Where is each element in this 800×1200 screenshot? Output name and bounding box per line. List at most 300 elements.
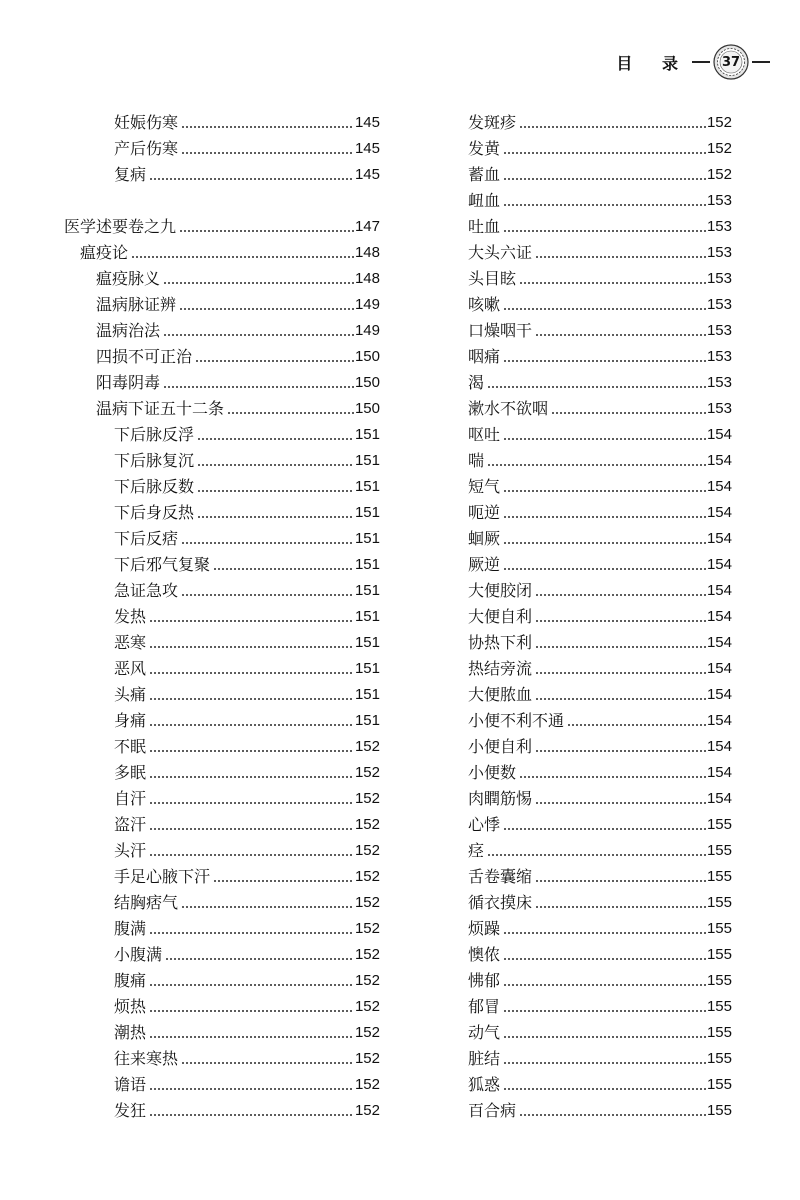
toc-entry[interactable]	[0, 578, 380, 604]
leader-dots	[519, 110, 706, 136]
leader-dots	[487, 370, 706, 396]
entry-page: 154	[706, 426, 732, 443]
toc-entry[interactable]	[468, 266, 732, 292]
toc-entry[interactable]	[468, 734, 732, 760]
toc-entry[interactable]	[468, 526, 732, 552]
toc-entry[interactable]	[0, 552, 380, 578]
toc-entry[interactable]	[0, 656, 380, 682]
leader-dots	[535, 318, 706, 344]
leader-dots	[149, 656, 354, 682]
entry-label: 咽痛	[468, 347, 501, 366]
entry-page: 154	[706, 582, 732, 599]
entry-label: 烦躁	[468, 919, 501, 938]
entry-page: 152	[354, 868, 380, 885]
leader-dots	[213, 552, 354, 578]
entry-page: 150	[354, 348, 380, 365]
entry-label: 不眠	[114, 737, 147, 756]
toc-entry[interactable]	[468, 656, 732, 682]
toc-section-entry[interactable]	[0, 240, 380, 266]
leader-dots	[163, 266, 354, 292]
leader-dots	[195, 344, 354, 370]
leader-dots	[181, 1046, 354, 1072]
entry-page: 152	[354, 816, 380, 833]
leader-dots	[163, 318, 354, 344]
entry-label: 发热	[114, 607, 147, 626]
leader-dots	[503, 344, 706, 370]
entry-label: 潮热	[114, 1023, 147, 1042]
toc-right-column	[468, 110, 732, 1124]
leader-dots	[503, 812, 706, 838]
entry-page: 147	[354, 218, 380, 235]
leader-dots	[149, 162, 354, 188]
entry-label: 蓄血	[468, 165, 501, 184]
toc-entry[interactable]	[0, 422, 380, 448]
toc-entry[interactable]	[468, 448, 732, 474]
leader-dots	[503, 1072, 706, 1098]
leader-dots	[181, 526, 354, 552]
toc-entry[interactable]	[0, 136, 380, 162]
entry-page: 154	[706, 530, 732, 547]
leader-dots	[213, 864, 354, 890]
toc-entry[interactable]	[468, 1020, 732, 1046]
leader-dots	[197, 422, 354, 448]
entry-label: 瘟疫脉义	[96, 269, 161, 288]
toc-entry[interactable]	[0, 786, 380, 812]
leader-dots	[149, 1098, 354, 1124]
toc-entry[interactable]	[468, 500, 732, 526]
leader-dots	[487, 448, 706, 474]
entry-label: 头目眩	[468, 269, 517, 288]
toc-entry[interactable]	[468, 292, 732, 318]
entry-label: 渴	[468, 373, 485, 392]
toc-entry[interactable]	[468, 968, 732, 994]
toc-entry[interactable]	[0, 838, 380, 864]
toc-chapter-entry[interactable]	[0, 214, 380, 240]
entry-label: 发斑疹	[468, 113, 517, 132]
leader-dots	[503, 526, 706, 552]
entry-label: 狐惑	[468, 1075, 501, 1094]
entry-page: 151	[354, 426, 380, 443]
entry-page: 154	[706, 790, 732, 807]
entry-label: 蛔厥	[468, 529, 501, 548]
leader-dots	[181, 110, 354, 136]
entry-page: 151	[354, 452, 380, 469]
toc-entry[interactable]	[468, 474, 732, 500]
leader-dots	[181, 578, 354, 604]
leader-dots	[149, 968, 354, 994]
header-rule-left	[692, 61, 710, 63]
toc-entry[interactable]	[0, 812, 380, 838]
entry-label: 脏结	[468, 1049, 501, 1068]
leader-dots	[179, 292, 354, 318]
entry-label: 协热下利	[468, 633, 533, 652]
toc-entry[interactable]	[468, 422, 732, 448]
leader-dots	[519, 760, 706, 786]
leader-dots	[503, 552, 706, 578]
leader-dots	[149, 682, 354, 708]
entry-label: 大便胶闭	[468, 581, 533, 600]
leader-dots	[149, 812, 354, 838]
toc-entry[interactable]	[0, 500, 380, 526]
entry-page: 151	[354, 660, 380, 677]
entry-label: 肉瞤筋惕	[468, 789, 533, 808]
leader-dots	[519, 266, 706, 292]
toc-entry[interactable]	[468, 1072, 732, 1098]
leader-dots	[165, 942, 354, 968]
leader-dots	[149, 1072, 354, 1098]
entry-page: 152	[354, 764, 380, 781]
entry-page: 154	[706, 712, 732, 729]
toc-entry[interactable]	[468, 604, 732, 630]
entry-label: 自汗	[114, 789, 147, 808]
entry-label: 产后伤寒	[114, 139, 179, 158]
toc-entry[interactable]	[468, 812, 732, 838]
entry-label: 身痛	[114, 711, 147, 730]
toc-entry[interactable]	[0, 1098, 380, 1124]
leader-dots	[197, 500, 354, 526]
entry-label: 吐血	[468, 217, 501, 236]
entry-page: 154	[706, 660, 732, 677]
toc-entry[interactable]	[0, 708, 380, 734]
leader-dots	[535, 630, 706, 656]
toc-entry[interactable]	[0, 396, 380, 422]
toc-entry[interactable]	[468, 630, 732, 656]
toc-entry[interactable]	[468, 578, 732, 604]
entry-page: 145	[354, 114, 380, 131]
entry-page: 155	[706, 1076, 732, 1093]
toc-entry[interactable]	[468, 890, 732, 916]
entry-page: 149	[354, 296, 380, 313]
entry-label: 咳嗽	[468, 295, 501, 314]
toc-entry[interactable]	[468, 942, 732, 968]
toc-left-column	[0, 110, 380, 1124]
entry-page: 154	[706, 764, 732, 781]
entry-page: 151	[354, 504, 380, 521]
entry-page: 151	[354, 686, 380, 703]
toc-entry[interactable]	[468, 760, 732, 786]
entry-page: 155	[706, 816, 732, 833]
entry-label: 瘟疫论	[80, 243, 129, 262]
entry-page: 155	[706, 1102, 732, 1119]
entry-page: 152	[706, 114, 732, 131]
entry-label: 下后身反热	[114, 503, 195, 522]
leader-dots	[503, 162, 706, 188]
entry-label: 恶寒	[114, 633, 147, 652]
entry-page: 155	[706, 894, 732, 911]
leader-dots	[197, 474, 354, 500]
toc-entry[interactable]	[0, 968, 380, 994]
leader-dots	[149, 786, 354, 812]
leader-dots	[567, 708, 706, 734]
leader-dots	[503, 422, 706, 448]
entry-label: 舌卷囊缩	[468, 867, 533, 886]
entry-page: 154	[706, 478, 732, 495]
toc-entry[interactable]	[0, 942, 380, 968]
entry-label: 头汗	[114, 841, 147, 860]
page-title: 目 录	[616, 53, 690, 73]
entry-label: 手足心腋下汗	[114, 867, 211, 886]
entry-page: 152	[354, 998, 380, 1015]
entry-page: 155	[706, 1024, 732, 1041]
entry-page: 153	[706, 400, 732, 417]
section-gap	[0, 188, 380, 214]
leader-dots	[535, 240, 706, 266]
toc-entry[interactable]	[0, 760, 380, 786]
toc-entry[interactable]	[468, 864, 732, 890]
leader-dots	[487, 838, 706, 864]
entry-label: 下后反痞	[114, 529, 179, 548]
entry-label: 厥逆	[468, 555, 501, 574]
entry-label: 烦热	[114, 997, 147, 1016]
entry-page: 154	[706, 608, 732, 625]
leader-dots	[503, 1020, 706, 1046]
entry-label: 大便脓血	[468, 685, 533, 704]
toc-entry[interactable]	[468, 214, 732, 240]
entry-page: 145	[354, 166, 380, 183]
leader-dots	[535, 682, 706, 708]
leader-dots	[535, 578, 706, 604]
entry-label: 漱水不欲咽	[468, 399, 549, 418]
toc-entry[interactable]	[0, 994, 380, 1020]
leader-dots	[149, 734, 354, 760]
entry-label: 百合病	[468, 1101, 517, 1120]
entry-label: 结胸痞气	[114, 893, 179, 912]
leader-dots	[503, 214, 706, 240]
leader-dots	[163, 370, 354, 396]
entry-page: 152	[354, 842, 380, 859]
entry-page: 152	[354, 738, 380, 755]
toc-entry[interactable]	[0, 630, 380, 656]
toc-entry[interactable]	[0, 1046, 380, 1072]
entry-page: 155	[706, 946, 732, 963]
entry-label: 衄血	[468, 191, 501, 210]
entry-page: 154	[706, 634, 732, 651]
toc-entry[interactable]	[468, 916, 732, 942]
entry-label: 发狂	[114, 1101, 147, 1120]
toc-entry[interactable]	[0, 864, 380, 890]
entry-page: 155	[706, 868, 732, 885]
toc-entry[interactable]	[468, 162, 732, 188]
entry-label: 痉	[468, 841, 485, 860]
entry-label: 腹痛	[114, 971, 147, 990]
entry-page: 148	[354, 244, 380, 261]
entry-label: 大头六证	[468, 243, 533, 262]
entry-label: 小便不利不通	[468, 711, 565, 730]
entry-label: 发黄	[468, 139, 501, 158]
leader-dots	[503, 942, 706, 968]
toc-entry[interactable]	[0, 890, 380, 916]
toc-entry[interactable]	[468, 370, 732, 396]
entry-page: 152	[354, 946, 380, 963]
entry-page: 153	[706, 270, 732, 287]
toc-entry[interactable]	[468, 786, 732, 812]
entry-page: 155	[706, 1050, 732, 1067]
page-header	[616, 44, 770, 80]
leader-dots	[551, 396, 706, 422]
toc-entry[interactable]	[468, 1046, 732, 1072]
leader-dots	[149, 916, 354, 942]
entry-label: 阳毒阴毒	[96, 373, 161, 392]
toc-entry[interactable]	[468, 240, 732, 266]
leader-dots	[181, 136, 354, 162]
leader-dots	[535, 604, 706, 630]
entry-label: 四损不可正治	[96, 347, 193, 366]
entry-label: 恶风	[114, 659, 147, 678]
toc-entry[interactable]	[0, 266, 380, 292]
toc-entry[interactable]	[468, 1098, 732, 1124]
entry-label: 呕吐	[468, 425, 501, 444]
entry-label: 口燥咽干	[468, 321, 533, 340]
toc-entry[interactable]	[468, 708, 732, 734]
leader-dots	[149, 994, 354, 1020]
toc-entry[interactable]	[0, 344, 380, 370]
entry-page: 152	[354, 894, 380, 911]
toc-entry[interactable]	[0, 1072, 380, 1098]
toc-entry[interactable]	[0, 474, 380, 500]
entry-page: 150	[354, 400, 380, 417]
entry-label: 大便自利	[468, 607, 533, 626]
toc-entry[interactable]	[468, 682, 732, 708]
entry-page: 151	[354, 712, 380, 729]
entry-page: 153	[706, 374, 732, 391]
entry-label: 复病	[114, 165, 147, 184]
leader-dots	[503, 188, 706, 214]
entry-page: 151	[354, 530, 380, 547]
toc-entry[interactable]	[0, 682, 380, 708]
leader-dots	[519, 1098, 706, 1124]
entry-page: 148	[354, 270, 380, 287]
entry-page: 152	[354, 1024, 380, 1041]
entry-page: 153	[706, 322, 732, 339]
entry-label: 下后脉复沉	[114, 451, 195, 470]
entry-label: 小腹满	[114, 945, 163, 964]
toc-entry[interactable]	[0, 162, 380, 188]
toc-entry[interactable]	[468, 994, 732, 1020]
entry-page: 149	[354, 322, 380, 339]
toc-entry[interactable]	[0, 448, 380, 474]
entry-page: 154	[706, 686, 732, 703]
entry-page: 155	[706, 842, 732, 859]
entry-label: 循衣摸床	[468, 893, 533, 912]
entry-page: 155	[706, 998, 732, 1015]
header-rule-right	[752, 61, 770, 63]
entry-page: 152	[354, 972, 380, 989]
entry-page: 155	[706, 972, 732, 989]
leader-dots	[535, 656, 706, 682]
page-number-badge	[713, 44, 749, 80]
toc-entry[interactable]	[468, 110, 732, 136]
leader-dots	[179, 214, 354, 240]
leader-dots	[227, 396, 354, 422]
leader-dots	[535, 890, 706, 916]
toc-entry[interactable]	[468, 136, 732, 162]
leader-dots	[149, 838, 354, 864]
entry-label: 盗汗	[114, 815, 147, 834]
toc-entry[interactable]	[0, 734, 380, 760]
toc-entry[interactable]	[468, 188, 732, 214]
entry-page: 151	[354, 608, 380, 625]
entry-label: 多眠	[114, 763, 147, 782]
entry-label: 郁冒	[468, 997, 501, 1016]
entry-page: 153	[706, 348, 732, 365]
entry-label: 动气	[468, 1023, 501, 1042]
leader-dots	[503, 136, 706, 162]
entry-page: 151	[354, 582, 380, 599]
entry-label: 温病脉证辨	[96, 295, 177, 314]
entry-label: 往来寒热	[114, 1049, 179, 1068]
entry-page: 151	[354, 478, 380, 495]
entry-label: 懊侬	[468, 945, 501, 964]
entry-label: 妊娠伤寒	[114, 113, 179, 132]
toc-entry[interactable]	[468, 552, 732, 578]
toc-entry[interactable]	[0, 110, 380, 136]
leader-dots	[535, 786, 706, 812]
entry-label: 下后脉反数	[114, 477, 195, 496]
leader-dots	[503, 994, 706, 1020]
leader-dots	[149, 760, 354, 786]
toc-entry[interactable]	[0, 916, 380, 942]
entry-label: 短气	[468, 477, 501, 496]
leader-dots	[197, 448, 354, 474]
entry-label: 急证急攻	[114, 581, 179, 600]
leader-dots	[503, 916, 706, 942]
entry-label: 温病治法	[96, 321, 161, 340]
entry-label: 下后邪气复聚	[114, 555, 211, 574]
entry-label: 怫郁	[468, 971, 501, 990]
entry-page: 151	[354, 556, 380, 573]
leader-dots	[131, 240, 354, 266]
toc-entry[interactable]	[0, 292, 380, 318]
toc-entry[interactable]	[468, 344, 732, 370]
toc-entry[interactable]	[468, 838, 732, 864]
page-number: 37	[721, 54, 741, 70]
entry-page: 152	[354, 920, 380, 937]
entry-label: 心悸	[468, 815, 501, 834]
leader-dots	[503, 292, 706, 318]
toc-entry[interactable]	[468, 318, 732, 344]
entry-page: 153	[706, 244, 732, 261]
leader-dots	[181, 890, 354, 916]
entry-page: 152	[706, 166, 732, 183]
leader-dots	[149, 708, 354, 734]
toc-entry[interactable]	[0, 604, 380, 630]
leader-dots	[535, 734, 706, 760]
entry-label: 小便数	[468, 763, 517, 782]
entry-page: 154	[706, 738, 732, 755]
entry-page: 155	[706, 920, 732, 937]
toc-entry[interactable]	[468, 396, 732, 422]
leader-dots	[149, 1020, 354, 1046]
toc-entry[interactable]	[0, 1020, 380, 1046]
leader-dots	[149, 630, 354, 656]
entry-page: 145	[354, 140, 380, 157]
entry-label: 头痛	[114, 685, 147, 704]
entry-page: 152	[354, 1102, 380, 1119]
toc-entry[interactable]	[0, 318, 380, 344]
entry-page: 153	[706, 296, 732, 313]
entry-page: 154	[706, 504, 732, 521]
toc-entry[interactable]	[0, 526, 380, 552]
entry-label: 呃逆	[468, 503, 501, 522]
entry-page: 151	[354, 634, 380, 651]
entry-label: 温病下证五十二条	[96, 399, 225, 418]
leader-dots	[149, 604, 354, 630]
toc-entry[interactable]	[0, 370, 380, 396]
leader-dots	[503, 500, 706, 526]
entry-page: 154	[706, 556, 732, 573]
leader-dots	[503, 474, 706, 500]
entry-page: 152	[354, 1076, 380, 1093]
